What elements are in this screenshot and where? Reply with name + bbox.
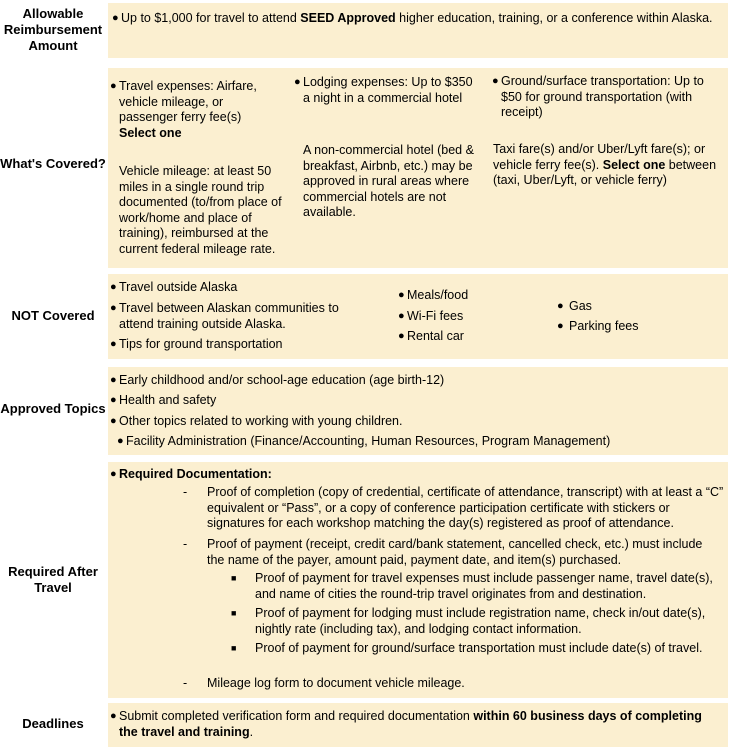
bullet-icon: ● — [110, 374, 117, 386]
topic-item: ● Early childhood and/or school-age education (age birth-12) — [110, 373, 445, 387]
bullet-icon: ● — [117, 435, 124, 447]
label-covered: What's Covered? — [0, 156, 106, 171]
covered-col3-bullet: ● Ground/surface transportation: Up to $50 for ground transportation (with receipt) — [492, 74, 704, 120]
required-item-mileage: Mileage log form to document vehicle mileage. — [207, 676, 465, 690]
deadline-item: ● Submit completed verification form and required documentation within 60 business days of completing the travel and training. — [110, 709, 702, 739]
required-sub-lodging: Proof of payment for lodging must include registration name, check in/out date(s), nightly rate (including tax), and lodging contact information. — [255, 606, 706, 636]
required-sub-ground: Proof of payment for ground/surface transportation must include date(s) of travel. — [255, 641, 703, 655]
bullet-icon: ● — [110, 468, 117, 480]
square-bullet-icon: ■ — [231, 608, 237, 618]
bullet-icon: ● — [398, 289, 405, 301]
not-covered-item: ● Wi-Fi fees — [398, 309, 464, 323]
covered-col2-bullet: ● Lodging expenses: Up to $350 a night in a commercial hotel — [294, 75, 473, 105]
topic-item: ● Facility Administration (Finance/Accounting, Human Resources, Program Management) — [117, 434, 611, 448]
bullet-icon: ● — [398, 310, 405, 322]
row-covered — [0, 64, 732, 270]
box-required — [108, 462, 728, 698]
label-allowable: Allowable Reimbursement Amount — [3, 6, 103, 53]
row-topics — [0, 365, 732, 457]
label-deadlines: Deadlines — [22, 716, 84, 731]
bullet-icon: ● — [557, 300, 564, 312]
covered-col3-para: Taxi fare(s) and/or Uber/Lyft fare(s); or vehicle ferry fee(s). Select one between (taxi, Uber/Lyft, or vehicle ferry) — [493, 142, 717, 188]
required-heading: ● Required Documentation: — [110, 467, 272, 481]
row-required — [0, 460, 732, 700]
dash-icon: - — [183, 676, 188, 690]
bullet-icon: ● — [110, 338, 117, 350]
label-not-covered: NOT Covered — [11, 308, 95, 323]
not-covered-item: ● Travel between Alaskan communities to attend training outside Alaska. — [110, 301, 339, 331]
label-required: Required After Travel — [8, 564, 98, 595]
required-sub-travel: Proof of payment for travel expenses must include passenger name, travel date(s), and name of cities the round-trip travel originates from and destination. — [255, 571, 713, 601]
covered-col1-para: Vehicle mileage: at least 50 miles in a single round trip documented (to/from place of work/home and place of training), reimbursed at the current federal mileage rate. — [119, 164, 282, 256]
bullet-icon: ● — [557, 320, 564, 332]
row-not-covered — [0, 272, 732, 362]
box-topics — [108, 367, 728, 455]
box-deadlines — [108, 703, 728, 747]
topic-item: ● Health and safety — [110, 393, 217, 407]
bullet-icon: ● — [110, 80, 117, 92]
square-bullet-icon: ■ — [231, 643, 237, 653]
row-deadlines — [0, 702, 732, 750]
bullet-icon: ● — [110, 415, 117, 427]
dash-icon: - — [183, 485, 188, 499]
bullet-icon: ● — [398, 330, 405, 342]
not-covered-item: ● Rental car — [398, 329, 464, 343]
row-allowable — [0, 0, 732, 60]
label-topics: Approved Topics — [0, 401, 106, 416]
topic-item: ● Other topics related to working with young children. — [110, 414, 403, 428]
box-not-covered — [108, 274, 728, 359]
not-covered-item: ● Meals/food — [398, 288, 469, 302]
box-covered — [108, 68, 728, 268]
bullet-icon: ● — [110, 710, 117, 722]
bullet-icon: ● — [110, 302, 117, 314]
not-covered-item: ● Tips for ground transportation — [110, 337, 283, 351]
dash-icon: - — [183, 537, 188, 551]
allowable-item: ● Up to $1,000 for travel to attend SEED Approved higher education, training, or a conference within Alaska. — [112, 11, 713, 25]
not-covered-item: ● Gas — [557, 299, 592, 313]
bullet-icon: ● — [294, 76, 301, 88]
covered-col1-bullet: ● Travel expenses: Airfare, vehicle mileage, or passenger ferry fee(s) Select one — [110, 79, 257, 140]
not-covered-item: ● Travel outside Alaska — [110, 280, 238, 294]
bullet-icon: ● — [110, 281, 117, 293]
bullet-icon: ● — [492, 75, 499, 87]
required-item-completion: Proof of completion (copy of credential, certificate of attendance, transcript) with at least a “C” equivalent or “Pass”, or a copy of conference participation certificate with stickers or signatures for each workshop matching the day(s) registered as proof of attendance. — [207, 485, 724, 531]
covered-col2-para: A non-commercial hotel (bed & breakfast, Airbnb, etc.) may be approved in rural areas where commercial hotels are not available. — [303, 143, 474, 220]
box-allowable — [108, 3, 728, 58]
square-bullet-icon: ■ — [231, 573, 237, 583]
bullet-icon: ● — [112, 12, 119, 24]
bullet-icon: ● — [110, 394, 117, 406]
required-item-payment: Proof of payment (receipt, credit card/bank statement, cancelled check, etc.) must include the name of the payer, amount paid, payment date, and item(s) purchased. — [207, 537, 703, 567]
not-covered-item: ● Parking fees — [557, 319, 639, 333]
